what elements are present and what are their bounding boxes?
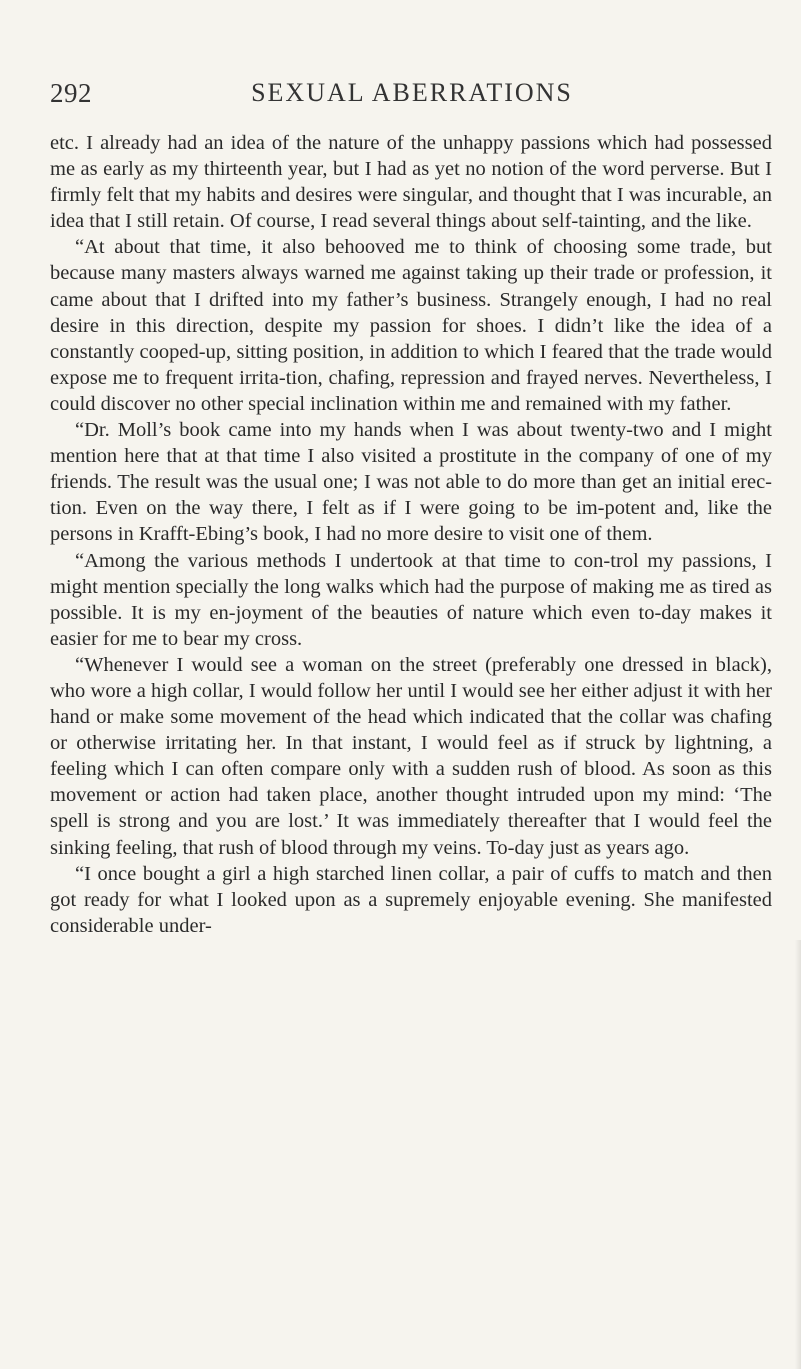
paragraph-trade-choice: “At about that time, it also behooved me to think of choosing some trade, but because many masters always warned me against taking up their trade or profession, it came about that I drifted into my father’s business. Strangely enough, I had no real desire in this direction, despite my passion for shoes. I didn’t like the idea of a constantly cooped-up, sitting position, in addition to which I feared that the trade would expose me to frequent irrita-tion, chafing, repression and frayed nerves. Nevertheless, I could discover no other special inclination within me and remained with my father. — [50, 236, 772, 415]
body-text — [50, 130, 772, 939]
paragraph-continuation: etc. I already had an idea of the nature of the unhappy passions which had possessed me as early as my thirteenth year, but I had as yet no notion of the word perverse. But I firmly felt that my habits and desires were singular, and thought that I was incurable, an idea that I still retain. Of course, I read several things about self-tainting, and the like. — [50, 132, 772, 233]
paragraph-methods: “Among the various methods I undertook at that time to con-trol my passions, I might mention specially the long walks which had the purpose of making me as tired as possible. It is my en-joyment of the beauties of nature which even to-day makes it easier for me to bear my cross. — [50, 549, 772, 650]
paragraph-linen-collar: “I once bought a girl a high starched linen collar, a pair of cuffs to match and then got ready for what I looked upon as a supremely enjoyable evening. She manifested considerable under- — [50, 862, 772, 937]
running-head — [50, 78, 774, 114]
paragraph-woman-collar: “Whenever I would see a woman on the street (preferably one dressed in black), who wore a high collar, I would follow her until I would see her either adjust it with her hand or make some movement of the head which indicated that the collar was chafing or otherwise irritating her. In that instant, I would feel as if struck by lightning, a feeling which I can often compare only with a sudden rush of blood. As soon as this movement or action had taken place, another thought intruded upon my mind: ‘The spell is strong and you are lost.’ It was immediately thereafter that I would feel the sinking feeling, that rush of blood through my veins. To-day just as years ago. — [50, 653, 772, 859]
page-number: 292 — [50, 78, 92, 108]
running-title: SEXUAL ABERRATIONS — [251, 78, 573, 107]
paragraph-moll-book: “Dr. Moll’s book came into my hands when I was about twenty-two and I might mention here that at that time I also visited a prostitute in the company of one of my friends. The result was the usual one; I was not able to do more than get an initial erec-tion. Even on the way there, I felt as if I were going to be im-potent and, like the persons in Krafft-Ebing’s book, I had no more desire to visit one of them. — [50, 419, 772, 546]
page-edge-shadow — [795, 940, 801, 1369]
